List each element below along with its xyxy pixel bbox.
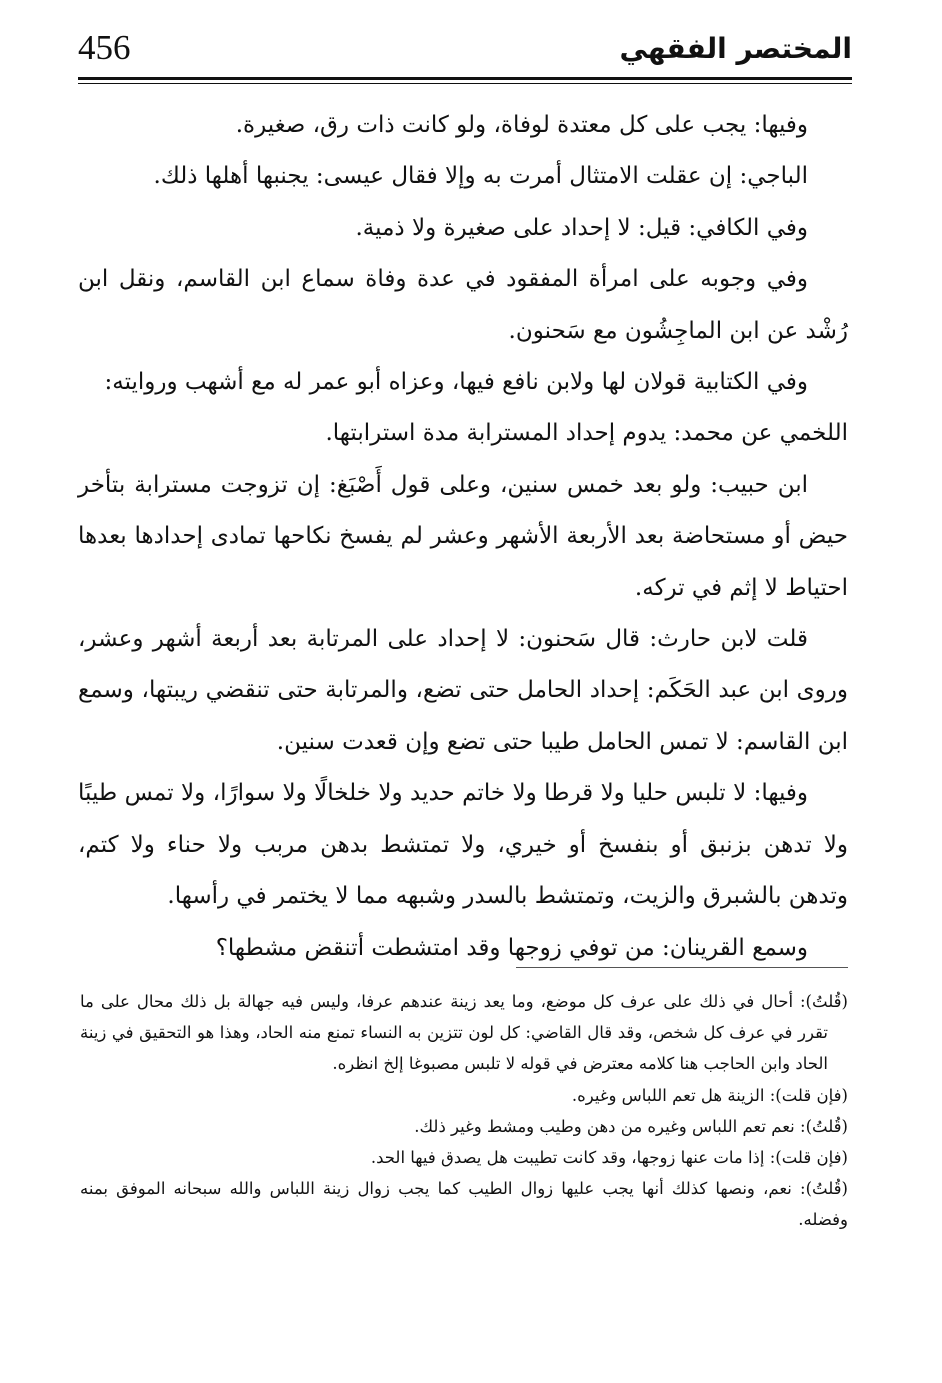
- footnote: (قُلتُ): نعم، ونصها كذلك أنها يجب عليها زوال الطيب كما يجب زوال زينة اللباس والله سبحانه الموفق بمنه وفضله.: [80, 1179, 848, 1230]
- footnote-separator: [516, 967, 848, 968]
- header-rule-thin: [78, 83, 852, 84]
- paragraph: وفي الكافي: قيل: لا إحداد على صغيرة ولا ذمية.: [355, 214, 808, 241]
- paragraph: الباجي: إن عقلت الامتثال أمرت به وإلا فقال عيسى: يجنبها أهلها ذلك.: [153, 163, 808, 190]
- paragraph: وسمع القرينان: من توفي زوجها وقد امتشطت أتنقض مشطها؟: [215, 934, 808, 961]
- footnotes: [80, 986, 848, 1236]
- header-rule-thick: [78, 77, 852, 80]
- running-title: المختصر الفقهي: [619, 32, 852, 65]
- footnote: (قُلتُ): أحال في ذلك على عرف كل موضع، وما يعد زينة عندهم عرفا، وليس فيه جهالة بل ذلك محال على ما تقرر في عرف كل شخص، وقد قال القاضي: كل لون تتزين به النساء تمنع منه الحاد، وهذا هو التحقيق في زينة الحاد وابن الحاجب هنا كلامه معترض في قوله لا تلبس مصبوغا إلخ انظره.: [80, 992, 848, 1074]
- main-text: [78, 100, 848, 974]
- paragraph: وفيها: يجب على كل معتدة لوفاة، ولو كانت ذات رق، صغيرة.: [235, 112, 808, 138]
- footnote: (قُلتُ): نعم تعم اللباس وغيره من دهن وطيب ومشط وغير ذلك.: [414, 1116, 848, 1136]
- page-header: [78, 28, 852, 74]
- page-number: 456: [78, 28, 131, 67]
- paragraph: وفيها: لا تلبس حليا ولا قرطا ولا خاتم حديد ولا خلخالًا ولا سوارًا، ولا تمس طيبًا ولا تدهن بزنبق أو بنفسخ أو خيري، ولا تمتشط بدهن مربب ولا حناء ولا كتم، وتدهن بالشبرق والزيت، وتمتشط بالسدر وشبهه مما لا يختمر في رأسها.: [78, 780, 848, 910]
- paragraph: قلت لابن حارث: قال سَحنون: لا إحداد على المرتابة بعد أربعة أشهر وعشر، وروى ابن عبد الحَكَم: إحداد الحامل حتى تضع، والمرتابة حتى تنقضي ريبتها، وسمع ابن القاسم: لا تمس الحامل طيبا حتى تضع وإن قعدت سنين.: [78, 626, 848, 755]
- paragraph: وفي الكتابية قولان لها ولابن نافع فيها، وعزاه أبو عمر له مع أشهب وروايته:: [104, 369, 808, 396]
- paragraph: وفي وجوبه على امرأة المفقود في عدة وفاة سماع ابن القاسم، ونقل ابن رُشْد عن ابن الماجِشُون مع سَحنون.: [78, 266, 848, 344]
- footnote: (فإن قلت): الزينة هل تعم اللباس وغيره.: [571, 1085, 848, 1105]
- paragraph: ابن حبيب: ولو بعد خمس سنين، وعلى قول أَصْبَغ: إن تزوجت مسترابة بتأخر حيض أو مستحاضة بعد الأربعة الأشهر وعشر لم يفسخ نكاحها تمادى إحدادها بعدها احتياط لا إثم في تركه.: [78, 471, 848, 601]
- paragraph: اللخمي عن محمد: يدوم إحداد المسترابة مدة استرابتها.: [325, 420, 848, 447]
- footnote: (فإن قلت): إذا مات عنها زوجها، وقد كانت تطيبت هل يصدق فيها الحد.: [370, 1148, 848, 1168]
